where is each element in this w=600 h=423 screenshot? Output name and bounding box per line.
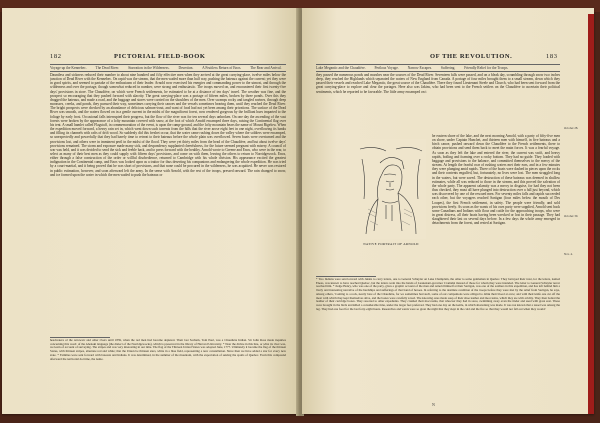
subhead: Desertion. — [178, 66, 194, 70]
margin-note: October 30. — [564, 214, 579, 218]
right-body-text-wrap: he eastern shore of the lake, and the next morning Arnold, with a party of fifty-five men on shore, under Captain Hanchet, and thirteen men with himself, in five bateaux and a birch canoe, pushed onward down the Chaudière to the French settlements, there to obtain provisions and send them back to meet the main forces. It was a fearful voyage. As soon as they left the lake and entered the river, the current was swift, and heavy rapids, boiling and foaming over a rocky bottom. They had no guide. They loaded with baggage and provisions to the balance, and committed themselves to the mercy of the stream. At length the fearful roar of rushing waters met their ears, and in a few minutes they were plunging amid rapids. Three of the boats were dashed in pieces upon the rocks and their contents engulfed, but, fortunately, no lives were lost. The men struggled long in the waters, but were saved. The destruction of these bateaux was deemed in shallow estimates, while all was reduced to those in the stream, and this proved the salvation of the whole party. The apparent calamity was a mercy in disguise, for had they not been thus checked, they must all have plunged into destruction over a fall just beyond, which was discovered by one of the rescued men. For seventy miles falls and rapids succeeded each other, but the voyagers reached Sartigan (four miles below the mouth of Des Loupes), the first French settlement, in safety. The people were friendly, and sold provisions freely. As soon as the wants of his own party were supplied, Arnold sent back some Canadians and Indians with flour and cattle for the approaching troops, who were in great distress, all their boats having been wrecked or lost in their passage. They had slaughtered their last ox several days before. In a few days the whole army emerged in detachments from the forest, and rested at Sartigan. — [432, 134, 560, 226]
margin-note: October 28. — [564, 126, 579, 130]
subhead: The Dead River. — [95, 66, 120, 70]
subhead: Suffering. — [440, 66, 456, 70]
subhead: Perilous Voyage. — [374, 66, 399, 70]
subhead: Voyage up the Kennebec. — [50, 66, 87, 70]
arnold-portrait-illustration — [356, 139, 426, 239]
open-book — [2, 8, 598, 418]
subhead: Friendly Relief for the Troops. — [464, 66, 509, 70]
left-footnotes: headwaters of the Arrowsic and other rivers until 1839, when the red men had become depleted. Their last Sachem, Tom Paul, was a Chaudière Indian. Sir John Ross made inquiries concerning this word: of the Abenaki language (the dialect of the Norridgewocks), which is preserved in the library of Harvard University. * Near the divine in this line, or what its river was, we learn of account of surveying. The stripes and was very interesting in our time. The flag of the Thirteen United States was adopted June, 1777. Ultimately it became the flag of the thirteen States, with thirteen stripes, alternate red and white; that the Union be thirteen stars, white in a blue field, representing a new constellation. Since then we have added a star for every new state. * Families were sent forward with bateaux and Indians. It was determined, in the summer of the mountain, with the expectation of seizing the spoils of Quebec. From this compound afterward the territorial doctrine, the name. — [50, 339, 286, 361]
signature-mark: N — [432, 402, 435, 407]
left-subheads — [50, 64, 286, 72]
subhead: Narrow Escapes. — [407, 66, 432, 70]
subhead: The Rear and Arrival. — [250, 66, 282, 70]
right-subheads — [316, 64, 560, 72]
left-page-number: 182 — [50, 53, 62, 60]
margin-note: Nov. 4. — [564, 252, 573, 256]
subhead: A Fruitless Return of Enos. — [202, 66, 242, 70]
footnote-rule — [50, 337, 110, 338]
footnote-rule — [316, 276, 376, 277]
left-body-text: Dauntless and sickness reduced their number to about nine hundred and fifty effective men when they arrived at the great carrying-place, twelve miles below the junction of Dead River with the Kennebec. On rapid was the stream, that the men waded more than half way, pushing the bateaux against the current; yet they were in good spirits, and seemed to partake of the enthusiasm of their leader. Arnold now exercised his energies and commanding power to the utmost, and through the wilderness and over the portage, though somewhat reduced in number, were strong and enthusiastic. The troops moved on, and encountered their first twenty-five days' provisions in store. The Chaudière, on which were French settlements, he estimated to be at a distance of ten days' travel. The weather was fine, and the prospect so encouraging that they pushed forward with alacrity. The great carrying-place was a portage of fifteen miles, broken by three ponds. Over this they dragged the bateaux, and made a road, and the baggage and stores were carried on the shoulders of the men. Over swamps rocky and tangled ravines, through deep morasses, creeks, and ponds, they pursued their way, sometimes carrying their canoes and the vessels sometimes bearing them, until they reached the Dead River. The bright prospects were checked by an abundance of delicious salmon-trout, and want of food had not yet been among their privations. The surface of the Dead River was smooth, and the waters flowed on in a gentle current in the midst of the magnificent forest, now rendered gorgeous by the brilliant hues imparted to the foliage by early frost. Occasional falls interrupted their progress, but the flow of the river was for ten several days unbroken. On one day the ascending of the vast forests were broken by the appearance of a lofty mountain covered with snow, at the foot of which Arnold encamped three days, raising the Continental flag over his tent. A small hamlet called Flagstaff, in commemoration of the event, is upon the camp-ground, and the lofty mountain bears the name of Mount Bigelow. When the expedition moved forward, a heavy rain set in, which went down such torrents from the hills that the river arose eight feet in one night, overflowing its banks and filling its channels with rafts of drift wood. So suddenly did this freshet occur, that the water came rushing down the valley where the soldiers were encamped, so unexpectedly and powerfully that they had barely time to retreat to their bateaux before the whole plain was overflowed. Seven boats were overturned and the provisions lost, and others were in imminent peril in the midst of the flood. They were yet thirty miles from the head of the Chaudière, and but about twelve days' provisions remained. The storm and exposure made many sick, and despondency supplanted cheerfulness, for the future seemed pregnant with misery. A council of war was held, and it was decided to send the sick and feeble back, and to press forward with the healthy. Arnold wrote to Greene and Enos, who were in the rear, to select as many of their best men as they could supply with fifteen days' provisions, and come on with them, leaving the others to return to Norridgewock. Enos, either through a false construction of the order or willful disobedience, returned to Cambridge with his whole division. His appearance excited the greatest indignation in the Continental camp, and Enos was looked upon as a traitor for thus deserting his companions and endangering the whole expedition. He was tried by a court-martial, and it being proved that he was short of provisions, and that none could be procured in the wilderness, he was acquitted. He never was restored in public estimation, however, and soon afterward left the army. In the sense with Arnold, with the rest of the troops, pressed onward. The rain changed to snow, and ice formed upon the water in which the men waded to push the bateaux or — [50, 73, 286, 177]
left-page — [2, 8, 298, 414]
right-footnotes: * Two Indians were sent forward with Jakins to carry letters, one to General Schuyler on Lake Champlain, the other to some gentlemen in Quebec. They betrayed their trust, for the letters, named Eneas, was known to have reached Quebec, but the letters went into the hands of Lieutenant-governor Cramahé instead of those for whom they were intended. The letter to General Schuyler never reached him. * Judge Henry, who was one of the party, gives a graphic account of the men and Arnold himself at their Sartigan, was one of the soldiers in this expedition, and has left behind him a lively and interesting narrative of the hardships and sufferings of that band of heroes. In referring to the destitute condition of the troops before they were met by the relief from Sartigan, he says, among others, 'Coming to a rock, nearly bare of the Chaudière, for we sometimes had such, some of our companions were obliged to drink their blood at once; and with their knife one cut off the meat with which they kept themselves alive, and the bones were carefully saved. The knowing ones made soup of their shoe leather and moccasins, which they ate with avidity. They then boiled the leather of their cartridge boxes. They resorted to other expedients. They crushed their moccasins, that whoever they had in store, swimming away even the tinder and used with great zest. These were brought in the birds and killed a considerable time, under the larger feet preferred. They had one day on the kettle, in which shortening was made. It was not known that a tassel was among the leg. They had one food for the last forty-eight hours. Researches and wants were so great the night that they slept in the cold and the fire so that they would not fall out when they would.' — [316, 278, 560, 311]
subhead: Starvation in the Wilderness. — [128, 66, 170, 70]
right-page — [302, 8, 594, 414]
page-edge-red — [588, 14, 594, 414]
right-page-number: 183 — [546, 53, 558, 60]
right-running-title: OF THE REVOLUTION. — [430, 53, 513, 60]
subhead: Lake Megantic and the Chaudière. — [316, 66, 366, 70]
illustration-caption: NATIVE PORTRAIT OF ARNOLD — [363, 242, 419, 246]
left-running-title: PICTORIAL FIELD-BOOK — [114, 53, 206, 60]
right-body-text-top: they passed the numerous ponds and marshes near the sources of the Dead River. Seventeen falls were passed, and on a bleak day, scrambling through snow two inches deep, they reached the Highlands which separated the waters of New England from Canada. A portage of four miles brought them to a small stream, down which they passed their vessels and reached Lake Megantic, the great source of the Chaudière. There they found Lieutenant Steele and Church, who had been sent forward from the great carrying-place to explore and clear the portages. Here also was Jakins, who had been sent to the French settlers on the Chaudière to ascertain their political sentiments, which he reported to be favorable. The little army encamped on t — [316, 73, 560, 94]
